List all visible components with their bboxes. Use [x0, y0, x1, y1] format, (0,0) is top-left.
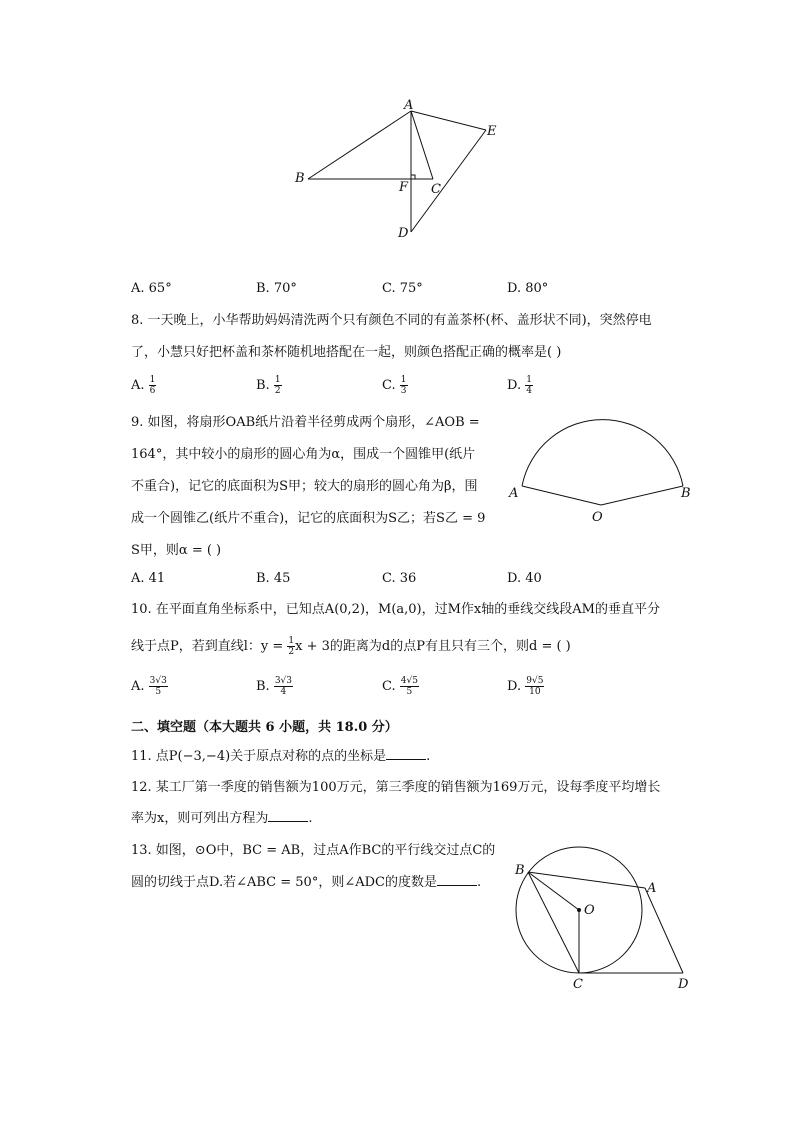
q10-option-d[interactable]: D. $\frac{9√5}{10}$	[507, 676, 544, 697]
q10-option-c[interactable]: C. $\frac{4√5}{5}$	[382, 676, 418, 697]
label-D: D	[678, 977, 689, 992]
label-A: A	[509, 486, 519, 501]
fraction: $\frac{1}{2}$	[288, 636, 295, 657]
fraction: $\frac{1}{3}$	[400, 375, 407, 396]
q8-option-a[interactable]: A. $\frac{1}{6}$	[131, 375, 156, 396]
answer-blank[interactable]	[268, 811, 308, 822]
q7-option-a[interactable]: A. 65°	[131, 281, 172, 296]
q13-line-1: 13. 如图，⊙O中，BC = AB，过点A作BC的平行线交过点C的	[131, 843, 496, 858]
figure-q9	[505, 410, 705, 530]
q8-option-b[interactable]: B. $\frac{1}{2}$	[256, 375, 281, 396]
label-F: F	[399, 180, 409, 195]
answer-blank[interactable]	[437, 875, 477, 886]
segment-AB	[308, 111, 411, 179]
label-O: O	[592, 510, 603, 525]
radius-OB	[601, 486, 683, 505]
label-O: O	[584, 903, 595, 918]
fraction: $\frac{1}{4}$	[526, 375, 532, 396]
label-B: B	[681, 486, 691, 501]
section-heading: 二、填空题（本大题共 6 小题，共 18.0 分）	[131, 720, 398, 735]
fraction: $\frac{1}{2}$	[274, 375, 281, 396]
label-A: A	[404, 98, 414, 113]
fraction: $\frac{1}{6}$	[149, 375, 156, 396]
q9-line-1: 9. 如图，将扇形OAB纸片沿着半径剪成两个扇形，∠AOB =	[131, 415, 480, 430]
label-D: D	[398, 226, 409, 241]
radius-OA	[522, 486, 601, 505]
fraction: $\frac{3√3}{4}$	[274, 676, 293, 697]
label-E: E	[487, 124, 497, 139]
right-angle-mark	[411, 175, 415, 179]
segment-BC	[528, 872, 579, 973]
q9-option-a[interactable]: A. 41	[131, 571, 166, 586]
q9-line-4: 成一个圆锥乙(纸片不重合)，记它的底面积为S乙；若S乙 = 9	[131, 511, 486, 526]
q7-option-c[interactable]: C. 75°	[382, 281, 423, 296]
segment-AC	[411, 111, 433, 179]
q10-line-2: 线于点P，若到直线l：y = $\frac{1}{2}$ x + 3的距离为d的点P有且只有三个，则d = ( )	[131, 636, 571, 657]
fraction: $\frac{4√5}{5}$	[400, 676, 418, 697]
q9-option-c[interactable]: C. 36	[382, 571, 417, 586]
label-B: B	[515, 863, 525, 878]
q11: 11. 点P(−3,−4)关于原点对称的点的坐标是 .	[131, 749, 431, 764]
fraction: $\frac{9√5}{10}$	[526, 676, 544, 697]
q10-option-b[interactable]: B. $\frac{3√3}{4}$	[256, 676, 293, 697]
q8-line-1: 8. 一天晚上，小华帮助妈妈清洗两个只有颜色不同的有盖茶杯(杯、盖形状不同)，突然停电	[131, 313, 652, 328]
q8-option-c[interactable]: C. $\frac{1}{3}$	[382, 375, 407, 396]
q10-option-a[interactable]: A. $\frac{3√3}{5}$	[131, 676, 167, 697]
answer-blank[interactable]	[386, 749, 426, 760]
q9-line-3: 不重合)，记它的底面积为S甲；较大的扇形的圆心角为β，围	[131, 479, 478, 494]
q8-line-2: 了，小慧只好把杯盖和茶杯随机地搭配在一起，则颜色搭配正确的概率是( )	[131, 345, 562, 360]
label-A: A	[647, 881, 657, 896]
label-C: C	[573, 977, 583, 992]
q9-line-2: 164°，其中较小的扇形的圆心角为α，围成一个圆锥甲(纸片	[131, 447, 476, 462]
center-point	[577, 908, 581, 912]
q9-option-d[interactable]: D. 40	[507, 571, 542, 586]
segment-AD	[645, 888, 683, 973]
q9-option-b[interactable]: B. 45	[256, 571, 291, 586]
q13-line-2: 圆的切线于点D.若∠ABC = 50°，则∠ADC的度数是 .	[131, 875, 482, 890]
q10-line-1: 10. 在平面直角坐标系中，已知点A(0,2)，M(a,0)，过M作x轴的垂线交线段AM的垂直平分	[131, 602, 660, 617]
q7-option-b[interactable]: B. 70°	[256, 281, 297, 296]
q12-line-1: 12. 某工厂第一季度的销售额为100万元，第三季度的销售额为169万元，设每季度平均增长	[131, 780, 661, 795]
q7-option-d[interactable]: D. 80°	[507, 281, 549, 296]
segment-AE	[411, 111, 486, 130]
q12-line-2: 率为x，则可列出方程为 .	[131, 811, 313, 826]
figure-q13	[505, 840, 705, 995]
label-C: C	[431, 182, 441, 197]
q9-line-5: S甲，则α = ( )	[131, 543, 222, 558]
q8-option-d[interactable]: D. $\frac{1}{4}$	[507, 375, 532, 396]
label-B: B	[295, 171, 305, 186]
fraction: $\frac{3√3}{5}$	[149, 676, 167, 697]
figure-q7	[290, 95, 510, 245]
arc-AB	[522, 420, 683, 486]
